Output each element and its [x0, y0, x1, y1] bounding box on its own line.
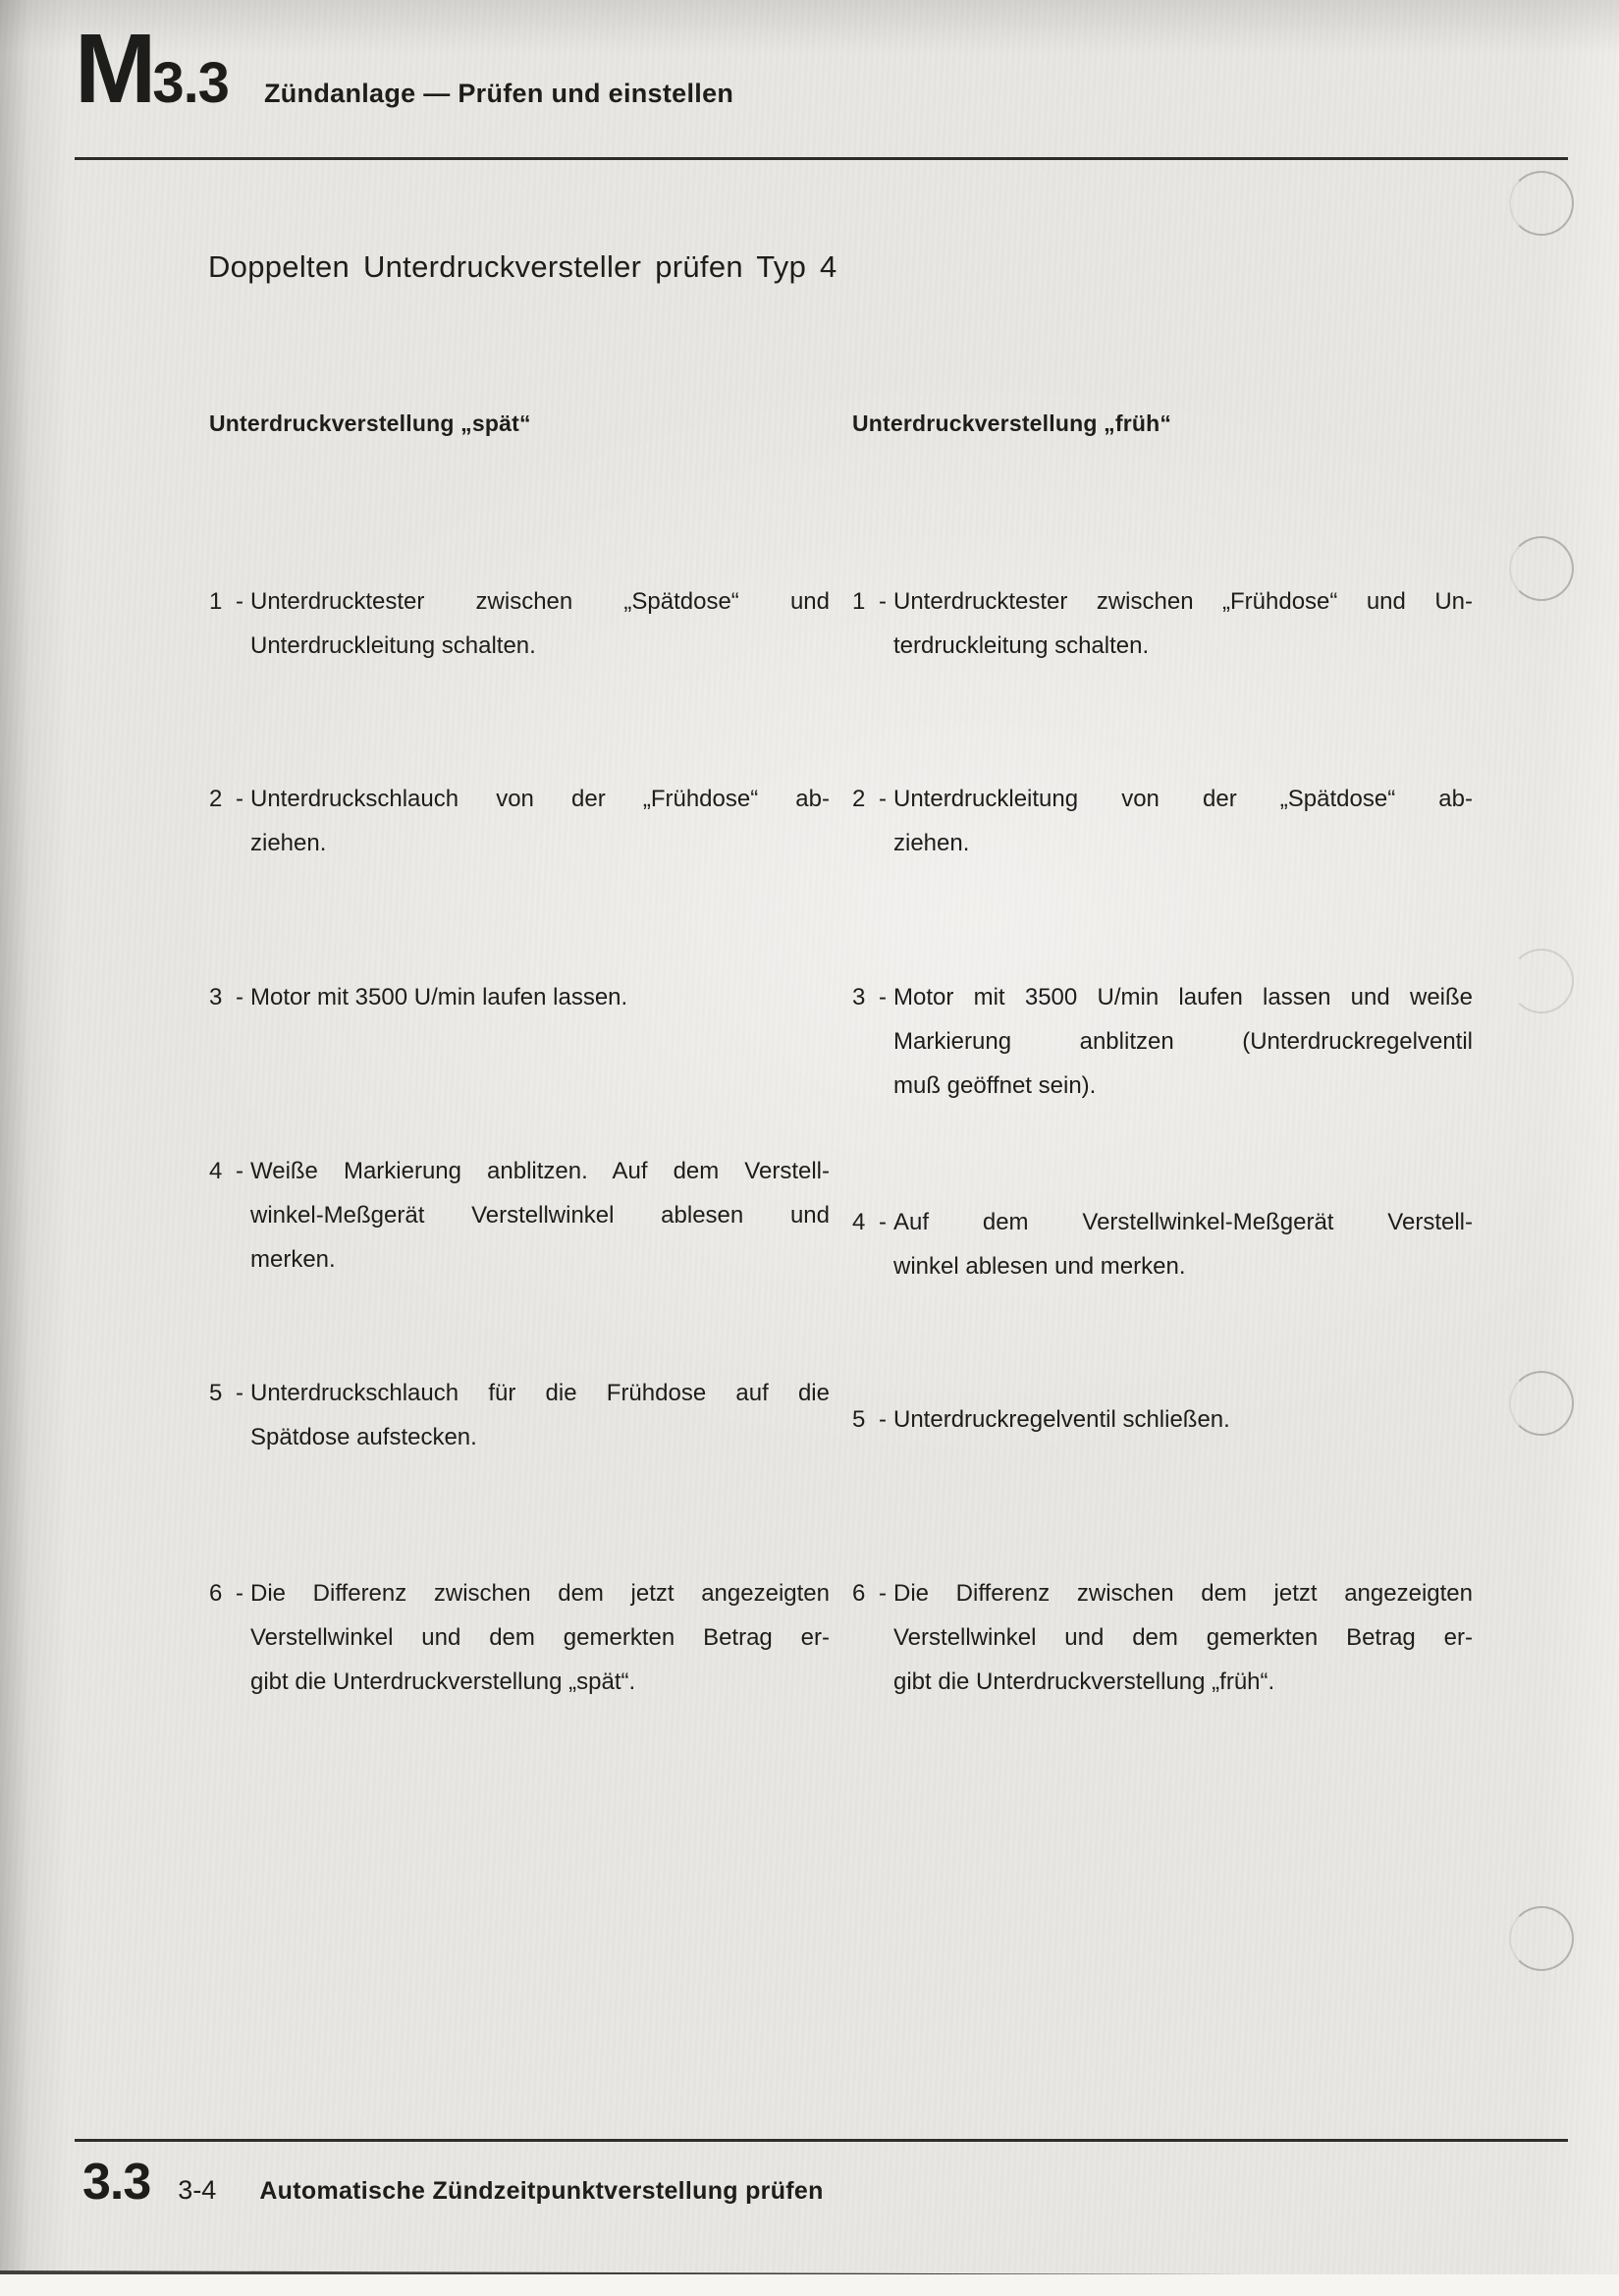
- step-text: [893, 579, 1473, 668]
- step-text-line: Die Differenz zwischen dem jetzt angezeigten: [250, 1580, 830, 1607]
- section-code-number: 3.3: [152, 51, 229, 115]
- step-text: [250, 1371, 830, 1459]
- step-number: 2: [209, 786, 223, 812]
- step-left-1: [209, 579, 830, 668]
- step-text: [250, 1149, 830, 1282]
- step-text-line: gibt die Unterdruckverstellung „spät“.: [250, 1668, 636, 1695]
- step-text-line: muß geöffnet sein).: [893, 1072, 1097, 1099]
- step-text: [893, 777, 1473, 865]
- step-text-line: Verstellwinkel und dem gemerkten Betrag er-: [250, 1624, 830, 1651]
- step-text-line: Weiße Markierung anblitzen. Auf dem Verstell-: [250, 1158, 830, 1184]
- step-dash: -: [879, 984, 887, 1011]
- step-text: [893, 1200, 1473, 1288]
- step-left-5: [209, 1371, 830, 1459]
- page-title: Doppelten Unterdruckversteller prüfen Typ 4: [208, 249, 837, 284]
- header-title: Zündanlage — Prüfen und einstellen: [263, 79, 734, 108]
- step-number: 6: [852, 1580, 866, 1607]
- step-dash: -: [879, 1580, 887, 1607]
- footer-section-code: 3.3: [82, 2154, 151, 2211]
- step-text-line: Spätdose aufstecken.: [250, 1424, 477, 1450]
- step-text-line: Die Differenz zwischen dem jetzt angezeigten: [893, 1580, 1473, 1607]
- step-text-line: winkel-Meßgerät Verstellwinkel ablesen und: [250, 1202, 830, 1229]
- step-text-line: Unterdruckschlauch für die Frühdose auf die: [250, 1380, 830, 1406]
- step-number: 4: [209, 1158, 223, 1184]
- step-text-line: Unterdruckschlauch von der „Frühdose“ ab-: [250, 786, 830, 812]
- step-text-line: terdruckleitung schalten.: [893, 632, 1150, 659]
- column-frueh: [852, 410, 1473, 1695]
- scanner-background: [0, 2274, 1619, 2296]
- step-number: 5: [852, 1406, 866, 1433]
- step-text-line: Unterdrucktester zwischen „Spätdose“ und: [250, 588, 830, 615]
- punch-hole: [1509, 1906, 1574, 1971]
- step-left-3: [209, 975, 830, 1019]
- step-text-line: Motor mit 3500 U/min laufen lassen und weiße: [893, 984, 1473, 1011]
- step-text-line: Verstellwinkel und dem gemerkten Betrag er-: [893, 1624, 1473, 1651]
- step-number: 6: [209, 1580, 223, 1607]
- footer-title: Automatische Zündzeitpunktverstellung prüfen: [259, 2177, 824, 2205]
- step-right-5: [852, 1397, 1473, 1442]
- step-text-line: merken.: [250, 1246, 336, 1273]
- step-text: [250, 975, 830, 1019]
- step-text-line: Markierung anblitzen (Unterdruckregelventil: [893, 1028, 1473, 1055]
- step-dash: -: [879, 1406, 887, 1433]
- step-number: 5: [209, 1380, 223, 1406]
- step-text: [250, 579, 830, 668]
- step-left-4: [209, 1149, 830, 1282]
- step-text-line: Unterdruckregelventil schließen.: [893, 1406, 1230, 1433]
- step-dash: -: [236, 1380, 243, 1406]
- header-divider: [75, 157, 1568, 160]
- step-text-line: ziehen.: [893, 830, 970, 856]
- footer-page-number: 3-4: [178, 2175, 217, 2205]
- step-number: 1: [209, 588, 223, 615]
- step-text-line: Unterdruckleitung schalten.: [250, 632, 536, 659]
- step-dash: -: [236, 1158, 243, 1184]
- step-number: 3: [852, 984, 866, 1011]
- step-dash: -: [236, 786, 243, 812]
- step-dash: -: [879, 786, 887, 812]
- column-heading-spaet: Unterdruckverstellung „spät“: [209, 410, 531, 436]
- step-text-line: Motor mit 3500 U/min laufen lassen.: [250, 984, 628, 1011]
- punch-hole: [1509, 536, 1574, 601]
- column-spaet: [209, 410, 830, 1695]
- step-number: 1: [852, 588, 866, 615]
- step-right-6: [852, 1571, 1473, 1704]
- step-text: [250, 1571, 830, 1704]
- step-text: [250, 777, 830, 865]
- step-dash: -: [236, 984, 243, 1011]
- step-left-2: [209, 777, 830, 865]
- step-text: [893, 1397, 1473, 1442]
- step-right-3: [852, 975, 1473, 1108]
- step-text-line: Auf dem Verstellwinkel-Meßgerät Verstell-: [893, 1209, 1473, 1235]
- step-text-line: Unterdrucktester zwischen „Frühdose“ und Un-: [893, 588, 1473, 615]
- step-text-line: gibt die Unterdruckverstellung „früh“.: [893, 1668, 1275, 1695]
- step-text-line: ziehen.: [250, 830, 327, 856]
- section-code-letter: M: [75, 14, 153, 124]
- punch-hole: [1509, 949, 1574, 1013]
- step-text-line: winkel ablesen und merken.: [893, 1253, 1186, 1280]
- step-right-1: [852, 579, 1473, 668]
- step-dash: -: [879, 1209, 887, 1235]
- step-dash: -: [236, 1580, 243, 1607]
- step-right-4: [852, 1200, 1473, 1288]
- step-right-2: [852, 777, 1473, 865]
- step-text: [893, 1571, 1473, 1704]
- step-text: [893, 975, 1473, 1108]
- step-number: 4: [852, 1209, 866, 1235]
- step-dash: -: [879, 588, 887, 615]
- punch-hole: [1509, 1371, 1574, 1436]
- page-footer: [82, 2153, 824, 2212]
- step-number: 3: [209, 984, 223, 1011]
- column-heading-frueh: Unterdruckverstellung „früh“: [852, 410, 1172, 436]
- footer-divider: [75, 2139, 1568, 2142]
- step-left-6: [209, 1571, 830, 1704]
- step-number: 2: [852, 786, 866, 812]
- punch-hole: [1509, 171, 1574, 236]
- step-text-line: Unterdruckleitung von der „Spätdose“ ab-: [893, 786, 1473, 812]
- step-dash: -: [236, 588, 243, 615]
- page-header: [75, 14, 734, 124]
